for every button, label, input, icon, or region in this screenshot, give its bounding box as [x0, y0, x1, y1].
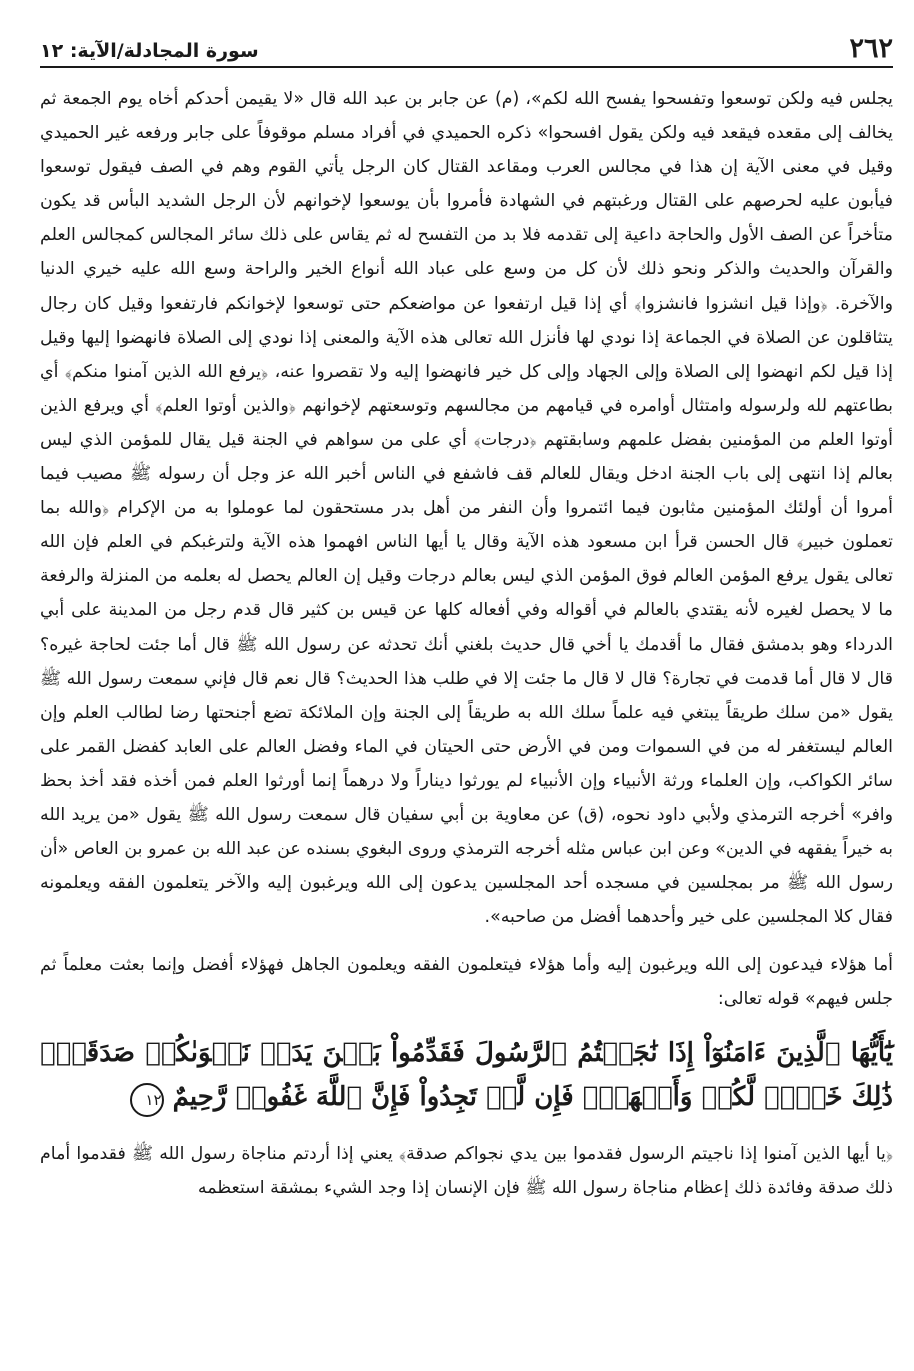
quran-verse	[40, 1031, 893, 1119]
commentary-continuation	[40, 1137, 893, 1205]
running-title: سورة المجادلة/الآية: ١٢	[40, 40, 259, 62]
ayah-number-marker: ١٢	[130, 1083, 164, 1117]
closing-paragraph: ﴿يا أيها الذين آمنوا إذا ناجيتم الرسول فقدموا بين يدي نجواكم صدقة﴾ يعني إذا أردتم مناجاة رسول الله ﷺ فقدموا أمام ذلك صدقة وفائدة ذلك إعظام مناجاة رسول الله ﷺ فإن الإنسان إذا وجد الشيء بمشقة استعظمه	[40, 1143, 893, 1198]
page-number: ٢٦٢	[849, 33, 893, 64]
page-header	[40, 28, 893, 68]
page	[40, 28, 893, 1205]
commentary-body	[40, 82, 893, 1017]
verse-text: يَٰٓأَيُّهَا ٱلَّذِينَ ءَامَنُوٓاْ إِذَا نَٰجَيۡتُمُ ٱلرَّسُولَ فَقَدِّمُواْ بَيۡنَ يَدَيۡ نَجۡوَىٰكُمۡ صَدَقَةٗۚ ذَٰلِكَ خَيۡرٞ لَّكُمۡ وَأَطۡهَرُۚ فَإِن لَّمۡ تَجِدُواْ فَإِنَّ ٱللَّهَ غَفُورٞ رَّحِيمٌ	[40, 1037, 893, 1112]
paragraph-2: أما هؤلاء فيدعون إلى الله ويرغبون إليه وأما هؤلاء فيتعلمون الفقه ويعلمون الجاهل فهؤلاء أفضل وإنما بعثت معلماً ثم جلس فيهم» قوله تعالى:	[40, 955, 893, 1010]
paragraph-1: يجلس فيه ولكن توسعوا وتفسحوا يفسح الله لكم»، (م) عن جابر بن عبد الله قال «لا يقيمن أحدكم أخاه يوم الجمعة ثم يخالف إلى مقعده فيقعد فيه ولكن يقول افسحوا» ذكره الحميدي في أفراد مسلم موقوفاً على جابر ورفعه غير الحميدي وقيل في معنى الآية إن هذا في مجالس العرب ومقاعد القتال كان الرجل يأتي القوم وهم في الصف فيقول توسعوا فيأبون عليه لحرصهم على القتال ورغبتهم في الشهادة فأمروا بأن يوسعوا لإخوانهم لأن الرجل الشديد البأس قد يكون متأخراً عن الصف الأول والحاجة داعية إلى تقدمه فلا بد من التفسح له ثم يقاس على ذلك سائر المجالس كمجالس العلم والقرآن والحديث والذكر ونحو ذلك لأن كل من وسع على عباد الله أنواع الخير والراحة وسع الله عليه خيري الدنيا والآخرة. ﴿وإذا قيل انشزوا فانشزوا﴾ أي إذا قيل ارتفعوا عن مواضعكم حتى توسعوا لإخوانكم فارتفعوا وقيل كان رجال يتثاقلون عن الصلاة في الجماعة إذا نودي لها فأنزل الله تعالى هذه الآية والمعنى إذا نودي إلى الصلاة فانهضوا إليها وقيل إذا قيل لكم انهضوا إلى الصلاة وإلى الجهاد وإلى كل خير فانهضوا إليه ولا تقصروا عنه، ﴿يرفع الله الذين آمنوا منكم﴾ أي بطاعتهم لله ولرسوله وامتثال أوامره في قيامهم من مجالسهم وتوسعتهم لإخوانهم ﴿والذين أوتوا العلم﴾ أي ويرفع الذين أوتوا العلم من المؤمنين بفضل علمهم وسابقتهم ﴿درجات﴾ أي على من سواهم في الجنة قيل يقال للمؤمن الذي ليس بعالم إذا انتهى إلى باب الجنة ادخل ويقال للعالم قف فاشفع في الناس أخبر الله عز وجل أن رسوله ﷺ مصيب فيما أمروا أن أولئك المؤمنين مثابون فيما ائتمروا وأن النفر من أهل بدر مستحقون لما عوملوا به من الإكرام ﴿والله بما تعملون خبير﴾ قال الحسن قرأ ابن مسعود هذه الآية وقال يا أيها الناس افهموا هذه الآية ولترغبكم في العلم فإن الله تعالى يقول يرفع المؤمن العالم فوق المؤمن الذي ليس بعالم درجات وقيل إن العالم يحصل له بعلمه من المنزلة والرفعة ما لا يحصل لغيره لأنه يقتدي بالعالم في أقواله وفي أفعاله كلها عن قيس بن كثير قال قدم رجل من المدينة على أبي الدرداء وهو بدمشق فقال ما أقدمك يا أخي قال حديث بلغني أنك تحدثه عن رسول الله ﷺ قال أما جئت لحاجة غيره؟ قال لا قال أما قدمت في تجارة؟ قال لا قال ما جئت إلا في طلب هذا الحديث؟ قال نعم قال فإني سمعت رسول الله ﷺ يقول «من سلك طريقاً يبتغي فيه علماً سلك الله به طريقاً إلى الجنة وإن الملائكة تضع أجنحتها رضا لطالب العلم وإن العالم ليستغفر له من في السموات ومن في الأرض حتى الحيتان في الماء وفضل العالم على العابد كفضل القمر على سائر الكواكب، وإن العلماء ورثة الأنبياء وإن الأنبياء لم يورثوا ديناراً ولا درهماً إنما أورثوا العلم فمن أخذه فقد أخذ بحظ وافر» أخرجه الترمذي ولأبي داود نحوه، (ق) عن معاوية بن أبي سفيان قال سمعت رسول الله ﷺ يقول «من يريد الله به خيراً يفقهه في الدين» وعن ابن عباس مثله أخرجه الترمذي وروى البغوي بسنده عن عبد الله بن عمرو بن العاص «أن رسول الله ﷺ مر بمجلسين في مسجده أحد المجلسين يدعون إلى الله ويرغبون إليه والآخر يتعلمون الفقه ويعلمونه فقال كلا المجلسين على خير وأحدهما أفضل من صاحبه».	[40, 89, 893, 928]
